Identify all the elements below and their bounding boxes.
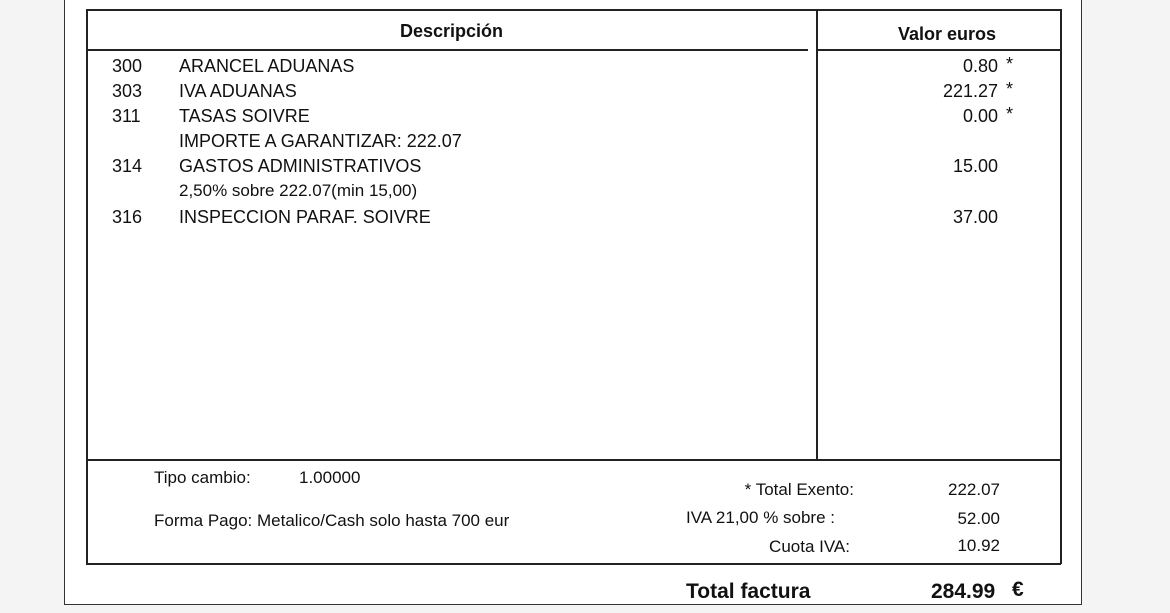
item-code: 314 bbox=[112, 156, 143, 176]
header-divider-desc bbox=[86, 49, 808, 51]
item-exempt-mark: * bbox=[1006, 79, 1014, 99]
header-divider-value bbox=[817, 49, 1061, 51]
tipo-cambio-value: 1.00000 bbox=[299, 468, 361, 487]
currency-euro-symbol: € bbox=[1012, 578, 1024, 601]
item-exempt-mark: * bbox=[1006, 54, 1014, 74]
item-code: 303 bbox=[112, 81, 143, 101]
item-description: GASTOS ADMINISTRATIVOS bbox=[179, 156, 422, 176]
item-code: 300 bbox=[112, 56, 143, 76]
total-exento-label: * Total Exento: bbox=[744, 480, 854, 499]
item-value: 0.80 bbox=[962, 56, 998, 76]
item-description: TASAS SOIVRE bbox=[179, 106, 310, 126]
tipo-cambio-label: Tipo cambio: bbox=[154, 468, 251, 487]
item-value: 0.00 bbox=[962, 106, 998, 126]
header-descripcion: Descripción bbox=[400, 21, 504, 41]
item-description: INSPECCION PARAF. SOIVRE bbox=[179, 207, 431, 227]
table-border-right bbox=[1060, 9, 1062, 564]
item-value: 37.00 bbox=[952, 207, 998, 227]
cuota-iva-value: 10.92 bbox=[957, 536, 1000, 555]
footer-divider bbox=[86, 459, 1061, 461]
total-factura-value: 284.99 bbox=[931, 580, 996, 603]
header-valor-euros: Valor euros bbox=[898, 24, 997, 44]
column-divider bbox=[816, 9, 818, 460]
total-exento-value: 222.07 bbox=[948, 480, 1000, 499]
item-code: 316 bbox=[112, 207, 143, 227]
item-description: ARANCEL ADUANAS bbox=[179, 56, 355, 76]
total-factura-label: Total factura bbox=[686, 580, 811, 603]
item-value: 221.27 bbox=[942, 81, 998, 101]
iva-label: IVA 21,00 % sobre : bbox=[686, 508, 835, 527]
item-value: 15.00 bbox=[952, 156, 998, 176]
iva-value: 52.00 bbox=[957, 509, 1000, 528]
item-description: 2,50% sobre 222.07(min 15,00) bbox=[179, 181, 418, 200]
item-description: IVA ADUANAS bbox=[179, 81, 297, 101]
table-border-top bbox=[86, 9, 1061, 11]
table-border-bottom bbox=[86, 563, 1061, 565]
item-description: IMPORTE A GARANTIZAR: 222.07 bbox=[179, 131, 462, 151]
item-code: 311 bbox=[112, 106, 141, 126]
forma-pago: Forma Pago: Metalico/Cash solo hasta 700 eur bbox=[154, 511, 510, 530]
item-exempt-mark: * bbox=[1006, 104, 1014, 124]
table-border-left bbox=[86, 9, 88, 564]
cuota-iva-label: Cuota IVA: bbox=[769, 537, 850, 556]
